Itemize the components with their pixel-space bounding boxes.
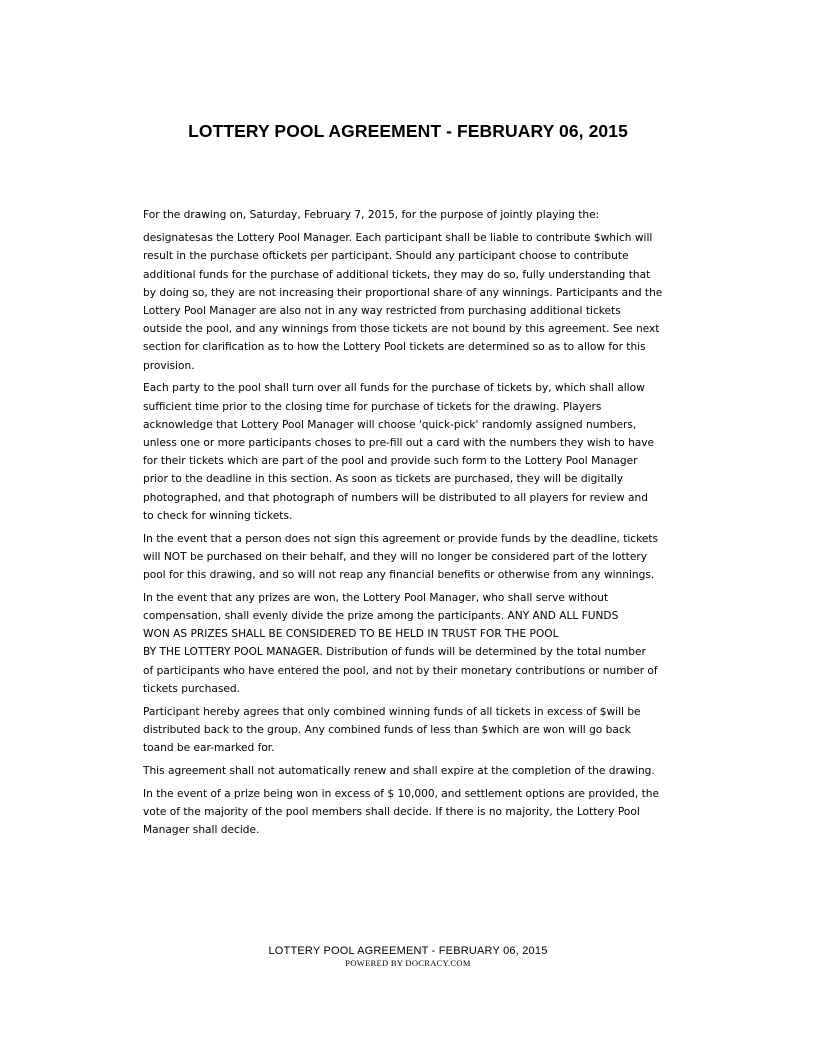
paragraph-line: In the event of a prize being won in excess of $ 10,000, and settlement options are provided, the bbox=[143, 787, 659, 800]
document-body bbox=[143, 206, 673, 844]
paragraph-line: toand be ear-marked for. bbox=[143, 742, 275, 755]
paragraph-line: section for clarification as to how the Lottery Pool tickets are determined so as to allow for this bbox=[143, 341, 646, 354]
footer-title: LOTTERY POOL AGREEMENT - FEBRUARY 06, 2015 bbox=[268, 945, 548, 957]
paragraph-line: compensation, shall evenly divide the prize among the participants. ANY AND ALL FUNDS bbox=[143, 610, 619, 623]
paragraph-line: result in the purchase oftickets per participant. Should any participant choose to contribute bbox=[143, 250, 629, 263]
paragraph-line: Participant hereby agrees that only combined winning funds of all tickets in excess of $will be bbox=[143, 705, 641, 718]
paragraph-line: WON AS PRIZES SHALL BE CONSIDERED TO BE HELD IN TRUST FOR THE POOL bbox=[143, 628, 559, 641]
paragraph-settlement-vote bbox=[143, 785, 673, 840]
paragraph-line: additional funds for the purchase of additional tickets, they may do so, fully understanding that bbox=[143, 268, 651, 281]
paragraph-line: BY THE LOTTERY POOL MANAGER. Distribution of funds will be determined by the total number bbox=[143, 646, 646, 659]
paragraph-line: by doing so, they are not increasing their proportional share of any winnings. Participants and the bbox=[143, 286, 663, 299]
paragraph-line: pool for this drawing, and so will not reap any financial benefits or otherwise from any winnings. bbox=[143, 569, 655, 582]
paragraph-line: In the event that any prizes are won, the Lottery Pool Manager, who shall serve without bbox=[143, 591, 609, 604]
intro-paragraph: For the drawing on, Saturday, February 7, 2015, for the purpose of jointly playing the: bbox=[143, 209, 600, 221]
paragraph-winning-threshold bbox=[143, 703, 673, 758]
paragraph-line: Manager shall decide. bbox=[143, 824, 260, 837]
paragraph-line: outside the pool, and any winnings from those tickets are not bound by this agreement. See next bbox=[143, 323, 660, 336]
paragraph-line: prior to the deadline in this section. As soon as tickets are purchased, they will be digitally bbox=[143, 473, 624, 486]
paragraph-line: will NOT be purchased on their behalf, and they will no longer be considered part of the lottery bbox=[143, 550, 647, 563]
paragraph-line: sufficient time prior to the closing time for purchase of tickets for the drawing. Players bbox=[143, 400, 602, 413]
paragraph-line: tickets purchased. bbox=[143, 682, 240, 695]
paragraph-line: for their tickets which are part of the pool and provide such form to the Lottery Pool Manager bbox=[143, 455, 638, 468]
paragraph-expiration bbox=[143, 762, 673, 780]
paragraph-prize-distribution bbox=[143, 589, 673, 698]
paragraph-line: This agreement shall not automatically renew and shall expire at the completion of the drawing. bbox=[143, 764, 655, 777]
paragraph-manager-contribution bbox=[143, 229, 673, 375]
paragraph-line: to check for winning tickets. bbox=[143, 509, 293, 522]
paragraph-line: unless one or more participants choses to pre-fill out a card with the numbers they wish to have bbox=[143, 437, 655, 450]
paragraph-line: acknowledge that Lottery Pool Manager will choose 'quick-pick' randomly assigned numbers, bbox=[143, 418, 637, 431]
paragraph-line: provision. bbox=[143, 359, 195, 372]
page-footer bbox=[0, 944, 816, 969]
paragraph-line: In the event that a person does not sign this agreement or provide funds by the deadline, tickets bbox=[143, 532, 659, 545]
paragraph-line: designatesas the Lottery Pool Manager. Each participant shall be liable to contribute $which will bbox=[143, 232, 653, 245]
paragraph-funds-deadline bbox=[143, 379, 673, 525]
paragraph-line: Each party to the pool shall turn over all funds for the purchase of tickets by, which shall allow bbox=[143, 382, 645, 395]
footer-powered-by: POWERED BY DOCRACY.COM bbox=[345, 958, 471, 968]
paragraph-line: photographed, and that photograph of numbers will be distributed to all players for review and bbox=[143, 491, 648, 504]
paragraph-non-participation bbox=[143, 530, 673, 585]
document-title: LOTTERY POOL AGREEMENT - FEBRUARY 06, 2015 bbox=[188, 121, 628, 141]
paragraph-line: of participants who have entered the pool, and not by their monetary contributions or number of bbox=[143, 664, 658, 677]
paragraph-line: vote of the majority of the pool members shall decide. If there is no majority, the Lottery Pool bbox=[143, 805, 640, 818]
paragraph-line: distributed back to the group. Any combined funds of less than $which are won will go back bbox=[143, 723, 631, 736]
paragraph-line: Lottery Pool Manager are also not in any way restricted from purchasing additional tickets bbox=[143, 305, 621, 318]
